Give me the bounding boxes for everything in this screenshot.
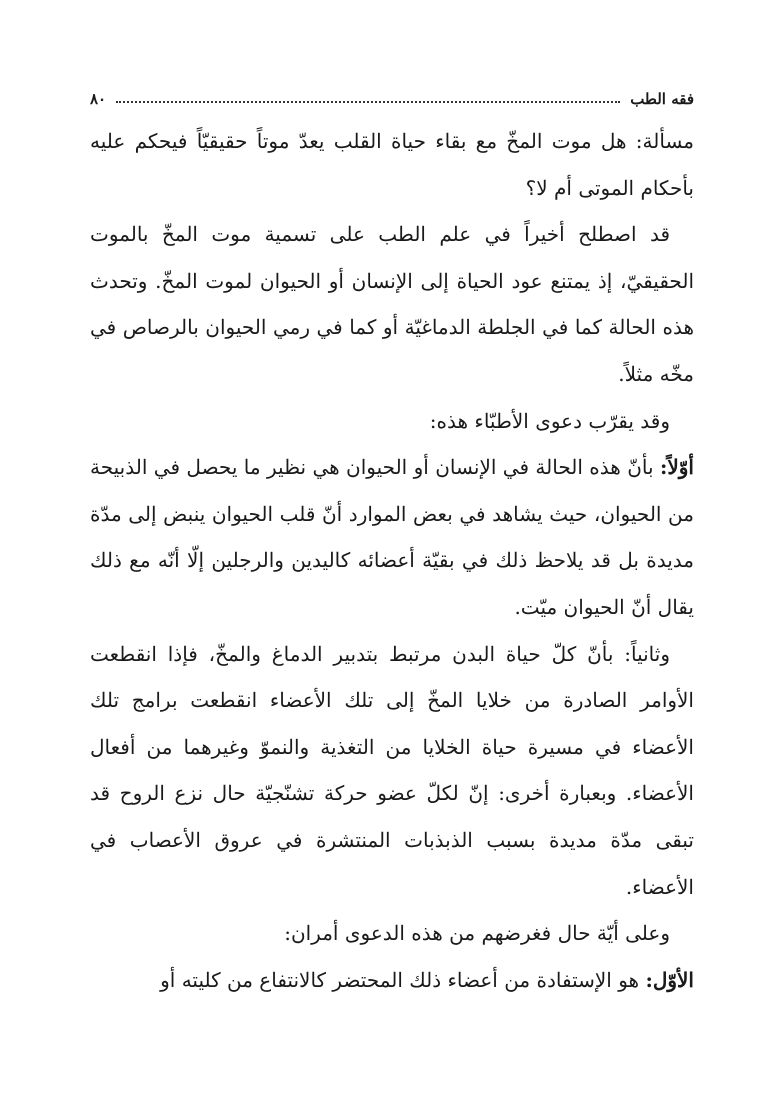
paragraph-label: أوّلاً: xyxy=(659,455,694,480)
paragraph: قد اصطلح أخيراً في علم الطب على تسمية موت المخّ بالموت الحقيقيّ، إذ يمتنع عود الحياة إلى الإنسان أو الحيوان لموت المخّ. وتحدث هذه الحالة كما في الجلطة الدماغيّة أو كما في رمي الحيوان بالرصاص في مخّه مثلاً. xyxy=(90,222,694,386)
page-body xyxy=(90,118,694,1003)
page-header xyxy=(90,84,694,114)
paragraph: وعلى أيّة حال فغرضهم من هذه الدعوى أمران: xyxy=(284,921,670,946)
page-number: ٨٠ xyxy=(90,90,107,108)
paragraph: وثانياً: بأنّ كلّ حياة البدن مرتبط بتدبير الدماغ والمخّ، فإذا انقطعت الأوامر الصادرة من خلايا المخّ إلى تلك الأعضاء انقطعت برامج تلك الأعضاء في مسيرة حياة الخلايا من التغذية والنموّ وغيرهما من أفعال الأعضاء. وبعبارة أخرى: إنّ لكلّ عضو حركة تشنّجيّة حال نزع الروح قد تبقى مدّة مديدة بسبب الذبذبات المنتشرة في عروق الأعصاب في الأعضاء. xyxy=(90,641,694,899)
paragraph-text: هو الإستفادة من أعضاء ذلك المحتضر كالانتفاع من كليته أو xyxy=(160,967,646,992)
paragraph-label: الأوّل: xyxy=(645,967,694,992)
header-dotted-leader xyxy=(116,101,620,103)
paragraph xyxy=(90,957,694,1004)
paragraph-text: بأنّ هذه الحالة في الإنسان أو الحيوان هي نظير ما يحصل في الذبيحة من الحيوان، حيث يشاهد في بعض الموارد أنّ قلب الحيوان ينبض إلى مدّة مديدة بل قد يلاحظ ذلك في بقيّة أعضائه كاليدين والرجلين إلّا أنّه مع ذلك يقال أنّ الحيوان ميّت. xyxy=(90,455,694,619)
paragraph: مسألة: هل موت المخّ مع بقاء حياة القلب يعدّ موتاً حقيقيّاً فيحكم عليه بأحكام الموتى أم لا؟ xyxy=(90,129,694,200)
paragraph xyxy=(90,444,694,630)
running-title: فقه الطب xyxy=(630,90,694,108)
paragraph: وقد يقرّب دعوى الأطبّاء هذه: xyxy=(429,408,670,433)
